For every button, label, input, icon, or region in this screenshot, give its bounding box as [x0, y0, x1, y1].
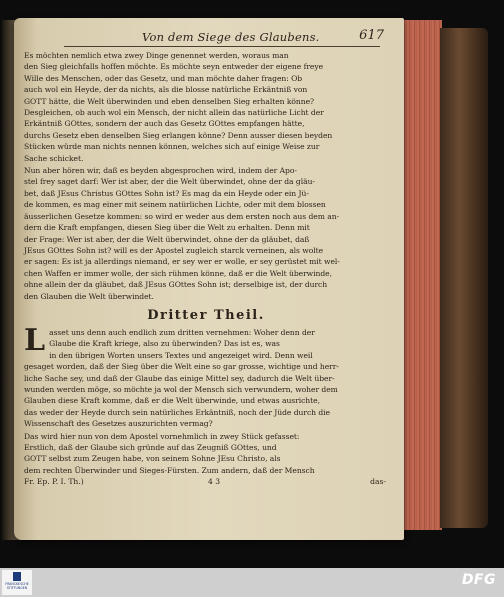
franckesche-stiftungen-logo[interactable]	[2, 570, 32, 595]
drop-capital: L	[24, 322, 46, 358]
section-heading: Dritter Theil.	[147, 307, 265, 323]
institution-emblem-icon	[13, 572, 21, 581]
page-text-block	[24, 28, 388, 491]
page-footer	[24, 477, 388, 491]
dfg-logo[interactable]: DFG	[461, 572, 496, 588]
page-number: 617	[359, 28, 384, 43]
viewer-footer-bar	[0, 568, 504, 597]
logo-caption: FRANCKESCHE STIFTUNGEN	[5, 582, 29, 590]
paragraph-2: Nun aber hören wir, daß es beyden abgesprochen wird, indem der Apo- stel frey saget darf: Wer ist aber, der die Welt überwindet, ohne der da gläu- bet, daß JEsus Christus GOttes Sohn ist? Es mag da ein Heyde oder ein Jü- de kommen, es mag einer mit seinem natürlichen Lichte, oder mit dem blossen äusserlichen Gesetze kommen: so wird er weder aus dem ersten noch aus dem an- dern die Kraft empfangen, diesen Sieg über die Welt zu erhalten. Denn mit der Frage: Wer ist aber, der die Welt überwindet, ohne der da gläubet, daß JEsus GOttes Sohn ist? will es der Apostel zugleich starck verneinen, als wolte er sagen: Es ist ja allerdings niemand, er sey wer er wolle, er sey gerüstet mit wel- chen Waffen er immer wolle, der sich rühmen könne, daß er die Welt überwinde, ohne allein der da gläubet, daß JEsus GOttes Sohn ist; derselbige ist, der durch den Glauben die Welt überwindet.	[24, 166, 340, 301]
running-header	[24, 28, 388, 50]
running-title: Von dem Siege des Glaubens.	[142, 30, 320, 44]
paragraph-3: asset uns denn auch endlich zum dritten vernehmen: Woher denn der Glaube die Kraft kriege, also zu überwinden? Das ist es, was in den übrigen Worten unsers Textes und angezeiget wird. Denn weil gesaget worden, daß der Sieg über die Welt eine so gar grosse, wichtige und herr- liche Sache sey, und daß der Glaube das einige Mittel sey, dadurch die Welt über- wunden werden möge, so möchte ja wol der Mensch sich verwundern, woher dem Glauben diese Kraft komme, daß er die Welt überwinde, und etwas ausrichte, das weder der Heyde durch sein natürliches Erkäntniß, noch der Jüde durch die Wissenschaft des Gesetzes auszurichten vermag?	[24, 327, 339, 429]
paragraph-1: Es möchten nemlich etwa zwey Dinge genennet werden, woraus man den Sieg gleichfalls hoffen möchte. Es möchte seyn entweder der eigene freye Wille des Menschen, oder das Gesetz, und man möchte daher fragen: Ob auch wol ein Heyde, der da nichts, als die blosse natürliche Erkäntniß von GOTT hätte, die Welt überwinden und eben denselben Sieg erhalten könne? Desgleichen, ob auch wol ein Mensch, der nicht allein das natürliche Licht der Erkäntniß GOttes, sondern der auch das Gesetz GOttes empfangen hätte, durchs Gesetz eben denselben Sieg erlangen könne? Denn ausser diesen beyden Stücken würde man nichts nennen können, welches sich auf einige Weise zur Sache schicket.	[24, 51, 333, 163]
header-rule	[64, 46, 380, 47]
paragraph-4: Das wird hier nun von dem Apostel vornehmlich in zwey Stück gefasset: Erstlich, daß der Glaube sich gründe auf das Zeugniß GOttes, und GOTT selbst zum Zeugen habe, von seinem Sohne JEsu Christo, als dem rechten Überwinder und Sieges-Fürsten. Zum andern, daß der Mensch	[24, 431, 315, 475]
signature-mark: Fr. Ep. P. I. Th.)	[24, 477, 84, 487]
folio-number: 4 3	[208, 477, 221, 487]
book-cover	[440, 28, 488, 528]
catchword: das-	[370, 477, 386, 487]
section-paragraph	[24, 322, 388, 430]
